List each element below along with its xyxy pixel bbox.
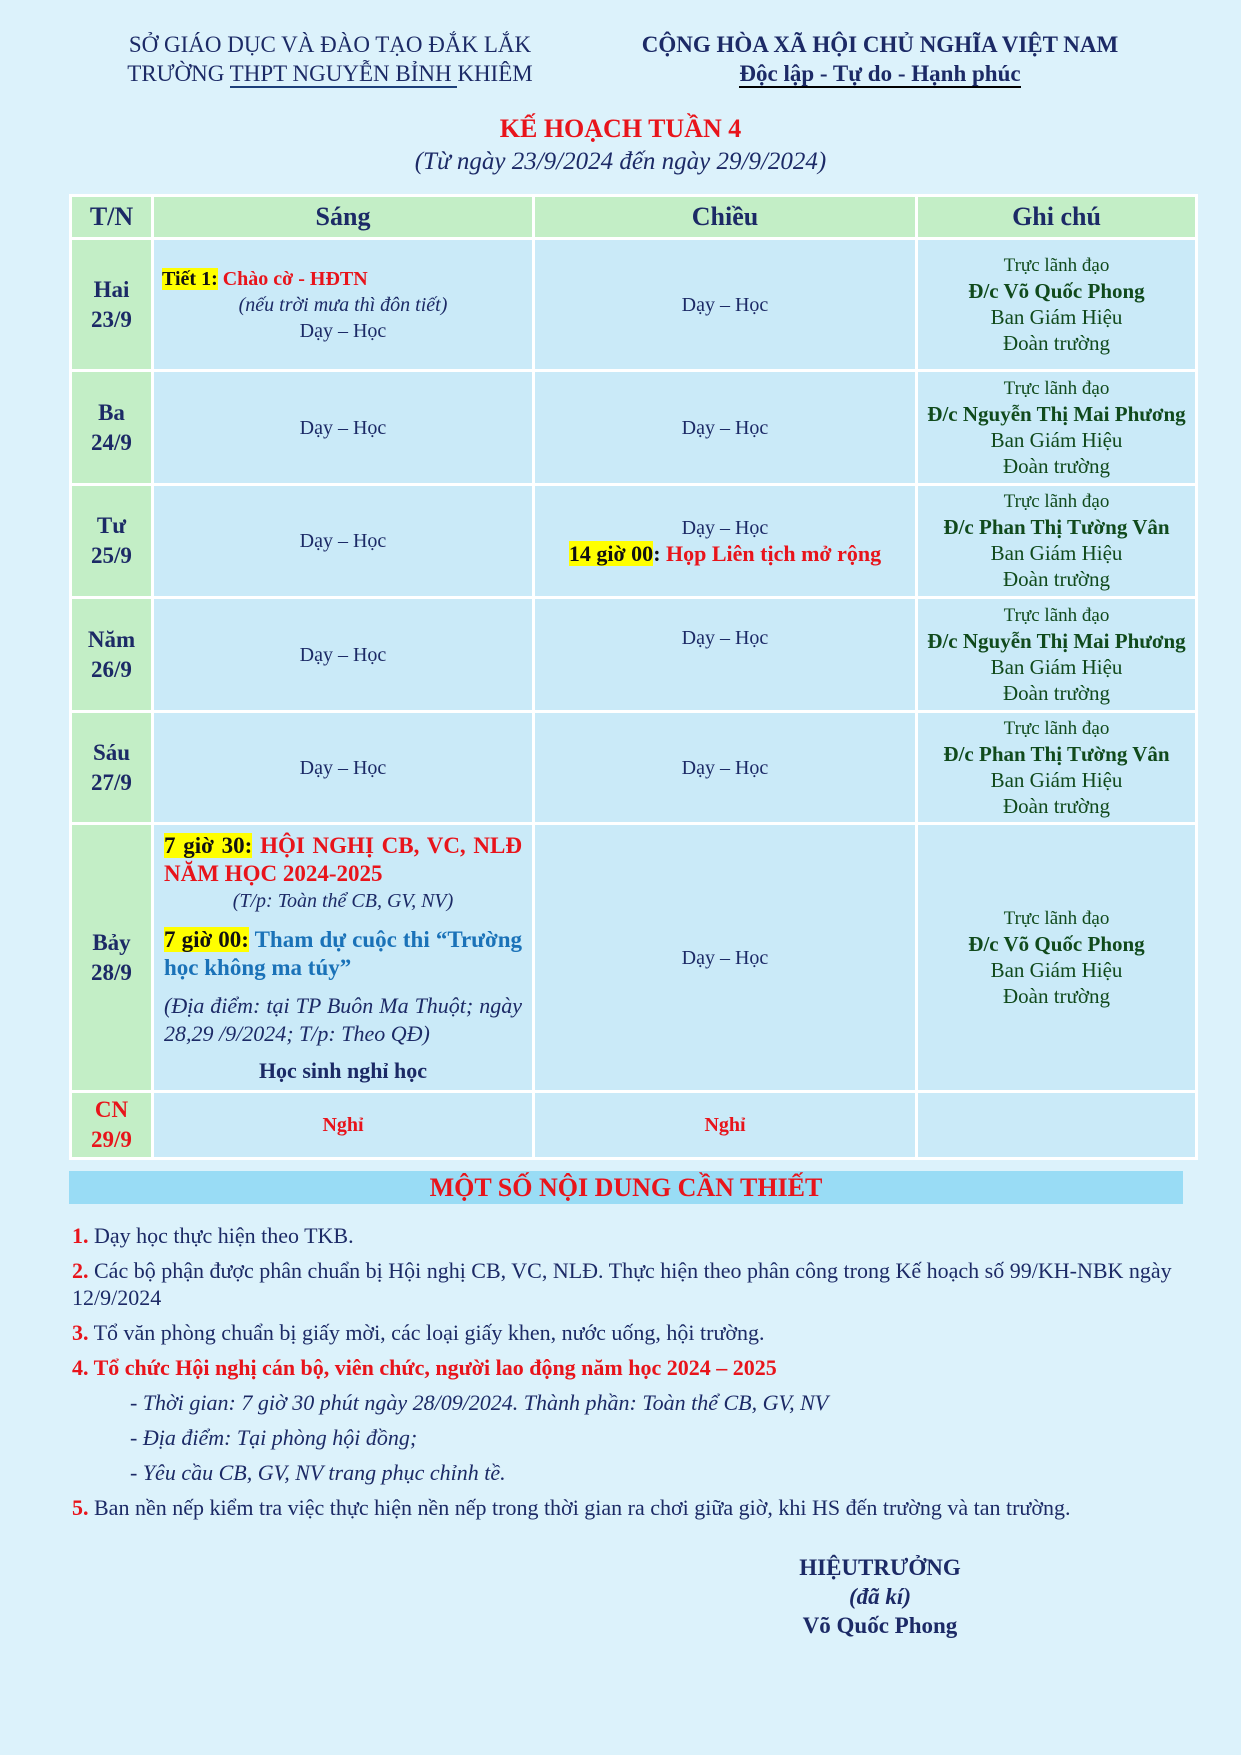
table-row	[71, 712, 1197, 824]
table-row	[71, 598, 1197, 712]
page-title: KẾ HOẠCH TUẦN 4	[499, 114, 742, 143]
list-item	[72, 1354, 1182, 1381]
national-title: CỘNG HÒA XÃ HỘI CHỦ NGHĨA VIỆT NAM	[641, 32, 1119, 57]
event-title: Chào cờ - HĐTN	[217, 267, 368, 290]
note-lead: Trực lãnh đạo	[1003, 907, 1110, 929]
afternoon-cell	[534, 485, 917, 598]
note-lead: Trực lãnh đạo	[1003, 717, 1110, 739]
event-note: (nếu trời mưa thì đôn tiết)	[238, 293, 448, 316]
department-header	[80, 30, 580, 88]
day-name: Tư	[96, 513, 127, 538]
day-date: 26/9	[91, 656, 132, 682]
signer-role: HIỆUTRƯỞNG	[799, 1555, 961, 1580]
signed-status: (đã kí)	[849, 1584, 911, 1609]
item-number: 4.	[72, 1355, 89, 1380]
event-note: (Địa điểm: tại TP Buôn Ma Thuột; ngày 28,29 /9/2024; T/p: Theo QĐ)	[164, 992, 522, 1046]
school-suffix: KHIÊM	[457, 61, 533, 86]
highlight-label: 14 giờ 00	[568, 541, 654, 566]
table-row	[71, 485, 1197, 598]
list-item	[72, 1319, 1182, 1346]
notes-cell	[917, 371, 1197, 485]
signature-block	[770, 1553, 990, 1640]
notes-cell	[917, 239, 1197, 371]
morning-activity: Dạy – Học	[299, 319, 387, 342]
note-doan: Đoàn trường	[1002, 983, 1111, 1008]
students-off-note: Học sinh nghỉ học	[258, 1057, 428, 1083]
national-motto: Độc lập - Tự do - Hạnh phúc	[739, 61, 1021, 86]
note-doan: Đoàn trường	[1002, 680, 1111, 705]
table-row	[71, 824, 1197, 1092]
note-lead: Trực lãnh đạo	[1003, 604, 1110, 626]
national-header	[590, 30, 1170, 88]
department-name: SỞ GIÁO DỤC VÀ ĐÀO TẠO ĐẮK LẮK	[128, 32, 532, 57]
table-row	[71, 239, 1197, 371]
item-number: 2.	[72, 1258, 89, 1283]
highlight-label: Tiết 1:	[162, 267, 218, 290]
note-doan: Đoàn trường	[1002, 567, 1111, 591]
day-name: Năm	[87, 626, 136, 652]
event-note: (T/p: Toàn thể CB, GV, NV)	[232, 889, 454, 912]
list-item	[72, 1222, 1182, 1249]
day-name: Sáu	[92, 739, 131, 765]
note-lead: Trực lãnh đạo	[1003, 377, 1110, 399]
school-name-underlined: THPT NGUYỄN BỈNH	[229, 61, 458, 86]
sub-item: - Địa điểm: Tại phòng hội đồng;	[130, 1425, 418, 1450]
note-doan: Đoàn trường	[1002, 793, 1111, 818]
leader-name: Đ/c Võ Quốc Phong	[968, 278, 1145, 303]
date-range: (Từ ngày 23/9/2024 đến ngày 29/9/2024)	[414, 148, 827, 175]
note-bgh: Ban Giám Hiệu	[990, 427, 1123, 452]
colon: :	[653, 541, 667, 566]
item-text: Tổ văn phòng chuẩn bị giấy mời, các loại giấy khen, nước uống, hội trường.	[88, 1320, 765, 1345]
day-date: 24/9	[91, 429, 132, 455]
morning-cell: Dạy – Học	[153, 712, 534, 824]
leader-name: Đ/c Võ Quốc Phong	[968, 931, 1145, 956]
header-notes: Ghi chú	[917, 196, 1197, 239]
day-name: CN	[94, 1097, 129, 1122]
afternoon-cell: Nghỉ	[534, 1092, 917, 1159]
note-lead: Trực lãnh đạo	[1003, 254, 1110, 276]
section-title: MỘT SỐ NỘI DUNG CẦN THIẾT	[69, 1171, 1183, 1204]
morning-cell: Dạy – Học	[153, 485, 534, 598]
morning-cell: Dạy – Học	[153, 371, 534, 485]
sub-item: - Thời gian: 7 giờ 30 phút ngày 28/09/2024. Thành phần: Toàn thể CB, GV, NV	[130, 1390, 829, 1415]
day-cell	[71, 712, 153, 824]
notes-cell	[917, 824, 1197, 1092]
morning-cell: Dạy – Học	[153, 598, 534, 712]
note-bgh: Ban Giám Hiệu	[990, 541, 1123, 565]
day-cell	[71, 824, 153, 1092]
sub-item: - Yêu cầu CB, GV, NV trang phục chỉnh tề.	[130, 1460, 506, 1485]
school-prefix: TRƯỜNG	[127, 61, 230, 86]
day-cell	[71, 1092, 153, 1159]
header-afternoon: Chiều	[534, 196, 917, 239]
table-header-row	[71, 196, 1197, 239]
note-doan: Đoàn trường	[1002, 330, 1111, 355]
day-cell	[71, 239, 153, 371]
list-item	[72, 1257, 1182, 1311]
day-date: 25/9	[91, 543, 132, 568]
table-row	[71, 1092, 1197, 1159]
leader-name: Đ/c Phan Thị Tường Vân	[943, 741, 1170, 766]
day-date: 27/9	[91, 769, 132, 795]
signer-name: Võ Quốc Phong	[802, 1613, 958, 1638]
note-lead: Trực lãnh đạo	[1003, 491, 1110, 512]
afternoon-cell: Dạy – Học	[534, 598, 917, 712]
day-cell	[71, 371, 153, 485]
leader-name: Đ/c Nguyễn Thị Mai Phương	[927, 628, 1186, 653]
item-text: Các bộ phận được phân chuẩn bị Hội nghị CB, VC, NLĐ. Thực hiện theo phân công trong Kế hoạch số 99/KH-NBK ngày 12/9/2024	[72, 1258, 1172, 1310]
day-cell	[71, 485, 153, 598]
item-number: 1.	[72, 1223, 89, 1248]
item-number: 5.	[72, 1495, 89, 1520]
leader-name: Đ/c Nguyễn Thị Mai Phương	[927, 401, 1186, 426]
list-item	[72, 1494, 1182, 1521]
afternoon-cell: Dạy – Học	[534, 239, 917, 371]
note-bgh: Ban Giám Hiệu	[990, 654, 1123, 679]
highlight-label: 7 giờ 30:	[164, 832, 253, 858]
day-date: 28/9	[91, 959, 132, 985]
notes-cell	[917, 712, 1197, 824]
morning-cell: Nghỉ	[153, 1092, 534, 1159]
item-text: Dạy học thực hiện theo TKB.	[88, 1223, 354, 1248]
afternoon-activity: Dạy – Học	[681, 517, 769, 539]
afternoon-cell: Dạy – Học	[534, 824, 917, 1092]
notes-cell	[917, 598, 1197, 712]
event-title: Tham dự cuộc thi “Trường học không ma túy”	[164, 926, 522, 980]
table-row	[71, 371, 1197, 485]
weekly-schedule-table	[69, 194, 1198, 1160]
note-bgh: Ban Giám Hiệu	[990, 304, 1123, 329]
note-bgh: Ban Giám Hiệu	[990, 957, 1123, 982]
leader-name: Đ/c Phan Thị Tường Vân	[943, 515, 1170, 539]
afternoon-cell: Dạy – Học	[534, 712, 917, 824]
day-name: Hai	[93, 276, 130, 302]
day-date: 23/9	[91, 306, 132, 332]
item-text: Tổ chức Hội nghị cán bộ, viên chức, người lao động năm học 2024 – 2025	[88, 1355, 777, 1380]
event-title: HỘI NGHỊ CB, VC, NLĐ NĂM HỌC 2024-2025	[164, 832, 522, 886]
note-doan: Đoàn trường	[1002, 453, 1111, 478]
notes-list	[72, 1222, 1182, 1529]
notes-cell	[917, 485, 1197, 598]
day-cell	[71, 598, 153, 712]
morning-cell	[153, 824, 534, 1092]
day-name: Ba	[98, 399, 125, 425]
afternoon-cell: Dạy – Học	[534, 371, 917, 485]
item-text: Ban nền nếp kiểm tra việc thực hiện nền nếp trong thời gian ra chơi giữa giờ, khi HS đến trường và tan trường.	[88, 1495, 1071, 1520]
header-day: T/N	[71, 196, 153, 239]
morning-cell	[153, 239, 534, 371]
note-bgh: Ban Giám Hiệu	[990, 767, 1123, 792]
header-morning: Sáng	[153, 196, 534, 239]
day-name: Bảy	[92, 929, 131, 955]
highlight-label: 7 giờ 00:	[164, 926, 249, 952]
notes-cell	[917, 1092, 1197, 1159]
school-name	[80, 59, 580, 88]
item-number: 3.	[72, 1320, 89, 1345]
day-date: 29/9	[91, 1127, 132, 1152]
event-title: Họp Liên tịch mở rộng	[666, 541, 882, 566]
